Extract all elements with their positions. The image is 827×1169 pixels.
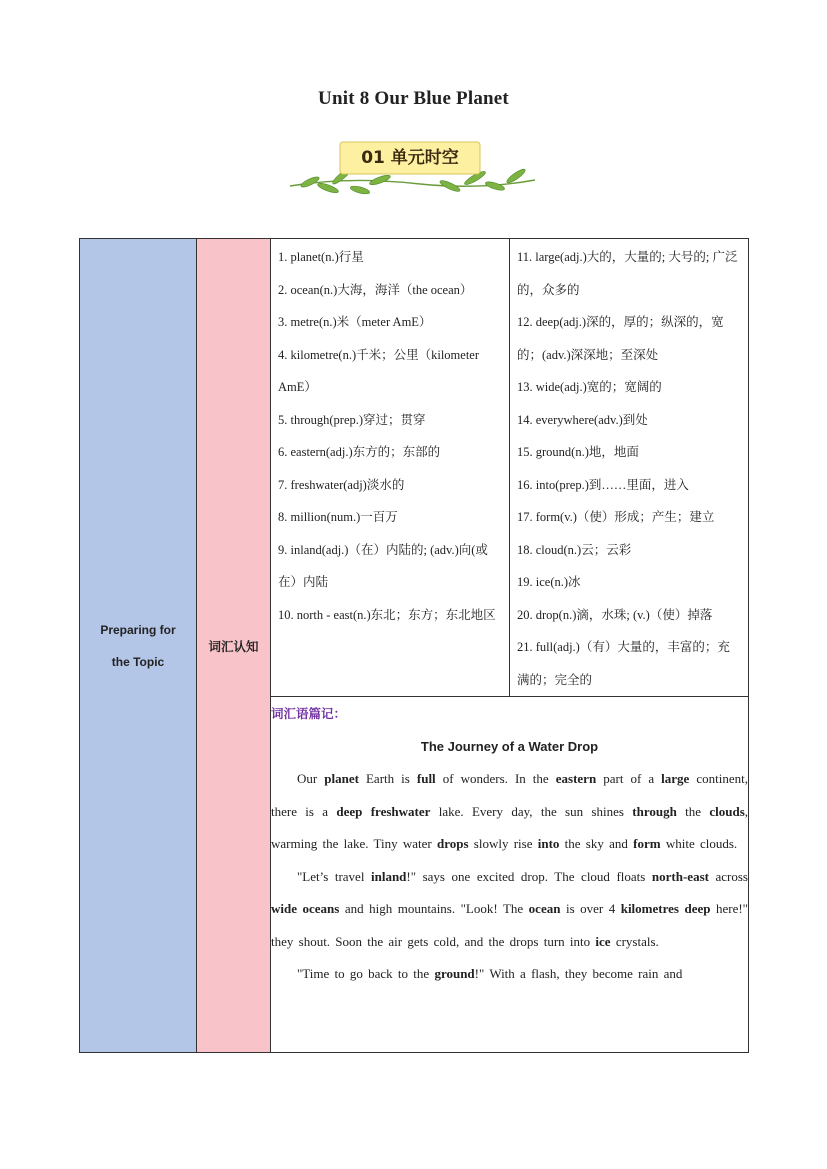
passage-text: is over 4: [560, 901, 621, 916]
vocab-highlight: ice: [595, 933, 611, 949]
passage-text: "Let’s travel: [297, 868, 371, 884]
vocab-left-cell: [271, 239, 510, 697]
topic-line-2: the Topic: [111, 654, 165, 669]
vocab-item: 14. everywhere(adv.)到处: [517, 412, 648, 427]
passage-text: here!" they shout. Soon the air gets cold, and the drops turn into: [271, 901, 748, 949]
vocab-highlight: large: [661, 771, 690, 786]
vocab-highlight: through: [632, 803, 677, 819]
vocab-highlight: deep freshwater: [336, 803, 431, 819]
vocab-item: 9. inland(adj.)（在）内陆的; (adv.)向(或在）内陆: [278, 542, 488, 589]
vocab-item: 18. cloud(n.)云；云彩: [517, 542, 632, 557]
passage-text: crystals.: [610, 933, 659, 949]
vocab-list-left: [271, 239, 509, 631]
vocab-item: 21. full(adj.)（有）大量的，丰富的；充满的；完全的: [517, 640, 730, 687]
passage-text: the sky and: [559, 836, 634, 851]
passage-label: 词汇语篇记：: [271, 706, 347, 721]
vocab-item: 16. into(prep.)到……里面，进入: [517, 477, 689, 492]
vocab-item: 7. freshwater(adj)淡水的: [278, 477, 405, 492]
vocab-item: 2. ocean(n.)大海，海洋（the ocean）: [278, 282, 473, 297]
vocab-item: 5. through(prep.)穿过；贯穿: [278, 412, 426, 427]
passage-text: lake. Every day, the sun shines: [430, 803, 633, 819]
page-title: Unit 8 Our Blue Planet: [318, 88, 509, 109]
vocab-highlight: eastern: [555, 771, 597, 786]
vocab-highlight: inland: [370, 868, 407, 884]
passage-text: Our: [297, 771, 325, 786]
vocab-item: 17. form(v.)（使）形成；产生；建立: [517, 510, 715, 524]
passage-text: !" says one excited drop. The cloud floats: [406, 868, 652, 884]
passage-text: continent, there is a: [271, 771, 748, 819]
topic-cell: [80, 239, 197, 1053]
topic-line-1: Preparing for: [100, 622, 176, 637]
passage-paragraph: [271, 958, 748, 991]
vocab-highlight: full: [416, 771, 436, 786]
vocab-item: 6. eastern(adj.)东方的；东部的: [278, 445, 441, 459]
vocab-highlight: north-east: [651, 868, 709, 884]
passage-text: and high mountains. "Look! The: [339, 901, 529, 916]
passage-paragraph: [271, 763, 748, 861]
vocab-item: 10. north - east(n.)东北；东方；东北地区: [278, 607, 496, 622]
vocab-item: 11. large(adj.)大的，大量的; 大号的; 广泛的，众多的: [517, 250, 738, 297]
vocab-highlight: clouds: [709, 803, 745, 819]
vocab-highlight: kilometres deep: [620, 901, 711, 916]
passage-body: [271, 763, 748, 991]
passage-cell: [271, 697, 749, 1053]
vocab-item: 15. ground(n.)地，地面: [517, 445, 639, 459]
passage-text: Earth is: [358, 771, 417, 786]
passage-text: across: [708, 868, 748, 884]
vocab-list-right: [510, 239, 748, 696]
vocab-highlight: wide oceans: [271, 901, 340, 916]
passage-text: !" With a flash, they become rain and: [474, 966, 683, 981]
vocab-highlight: ocean: [528, 901, 561, 916]
passage-text: white clouds.: [660, 836, 738, 851]
vocab-item: 8. million(num.)一百万: [278, 510, 398, 524]
vocab-highlight: ground: [434, 966, 475, 981]
vocab-highlight: into: [537, 836, 560, 851]
passage-text: , warming the lake. Tiny water: [271, 803, 749, 851]
category-cell: 词汇认知: [197, 239, 271, 1053]
passage-text: part of a: [596, 771, 662, 786]
vocab-highlight: planet: [324, 771, 359, 786]
passage-text: the: [676, 803, 710, 819]
vocab-item: 19. ice(n.)冰: [517, 575, 581, 589]
vocab-item: 3. metre(n.)米（meter AmE）: [278, 315, 432, 329]
vocab-highlight: form: [633, 836, 661, 851]
passage-paragraph: [271, 861, 748, 959]
vocab-right-cell: [510, 239, 749, 697]
vocabulary-table: [79, 238, 749, 1053]
passage-text: "Time to go back to the: [297, 966, 435, 981]
vocab-item: 13. wide(adj.)宽的；宽阔的: [517, 380, 662, 394]
passage-text: slowly rise: [468, 836, 538, 851]
vocab-item: 12. deep(adj.)深的，厚的；纵深的，宽的；(adv.)深深地；至深处: [517, 315, 724, 362]
vocab-item: 20. drop(n.)滴，水珠; (v.)（使）掉落: [517, 607, 713, 622]
vocab-item: 1. planet(n.)行星: [278, 250, 364, 264]
passage-text: of wonders. In the: [435, 771, 556, 786]
passage-title: The Journey of a Water Drop: [420, 739, 599, 754]
vocab-item: 4. kilometre(n.)千米；公里（kilometer AmE）: [278, 347, 480, 394]
vocab-highlight: drops: [436, 836, 469, 851]
section-banner: 01 单元时空: [361, 148, 459, 168]
